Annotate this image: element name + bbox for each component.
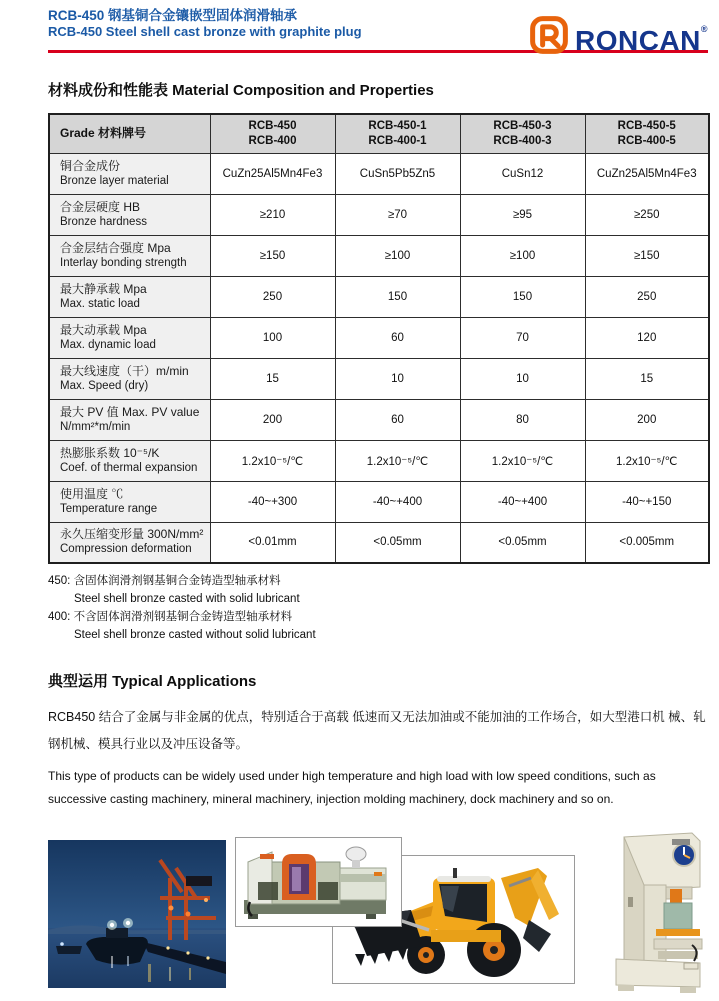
cell-value: 1.2x10⁻⁵/℃ xyxy=(335,440,460,481)
cell-value: ≥70 xyxy=(335,194,460,235)
cell-value: 250 xyxy=(585,276,709,317)
table-row xyxy=(49,276,709,317)
cell-value: 10 xyxy=(335,358,460,399)
cell-value: CuSn12 xyxy=(460,153,585,194)
cell-value: 150 xyxy=(335,276,460,317)
applications-paragraph-zh: RCB450 结合了金属与非金属的优点，特别适合于高载 低速而又无法加油或不能加油的工作场合，如大型港口机 械、轧钢机械、模具行业以及冲压设备等。 xyxy=(48,710,706,751)
footnote-400-en: Steel shell bronze casted without solid lubricant xyxy=(74,629,316,641)
cell-value: <0.005mm xyxy=(585,522,709,563)
table-row xyxy=(49,317,709,358)
product-title-en: RCB-450 Steel shell cast bronze with graphite plug xyxy=(48,24,362,39)
cell-value: 200 xyxy=(585,399,709,440)
product-title-block xyxy=(48,8,362,40)
table-row xyxy=(49,235,709,276)
col-header-rcb450-5: RCB-450-5 RCB-400-5 xyxy=(585,114,709,153)
row-label: 最大线速度（干）m/min Max. Speed (dry) xyxy=(49,358,210,399)
cell-value: -40~+300 xyxy=(210,481,335,522)
roncan-logo-icon xyxy=(529,15,569,55)
cell-value: 80 xyxy=(460,399,585,440)
table-row xyxy=(49,481,709,522)
table-row xyxy=(49,358,709,399)
cell-value: <0.05mm xyxy=(335,522,460,563)
footnote-450-zh: 450: 含固体润滑剂钢基铜合金铸造型轴承材料 xyxy=(48,575,281,587)
cell-value: <0.01mm xyxy=(210,522,335,563)
product-title-zh: RCB-450 钢基铜合金镶嵌型固体润滑轴承 xyxy=(48,8,298,23)
grade-corner-cell: Grade 材料牌号 xyxy=(49,114,210,153)
cell-value: <0.05mm xyxy=(460,522,585,563)
row-label: 合金层硬度 HB Bronze hardness xyxy=(49,194,210,235)
table-header-row xyxy=(49,114,709,153)
cell-value: 150 xyxy=(460,276,585,317)
cell-value: ≥95 xyxy=(460,194,585,235)
table-row xyxy=(49,153,709,194)
cell-value: CuZn25Al5Mn4Fe3 xyxy=(210,153,335,194)
section-title-properties: 材料成份和性能表 Material Composition and Properties xyxy=(48,82,434,99)
row-label: 合金层结合强度 Mpa Interlay bonding strength xyxy=(49,235,210,276)
brand-name: RONCAN® xyxy=(574,24,708,56)
cell-value: 200 xyxy=(210,399,335,440)
cell-value: 60 xyxy=(335,399,460,440)
cell-value: 60 xyxy=(335,317,460,358)
footnote-450-en: Steel shell bronze casted with solid lubricant xyxy=(74,593,300,605)
punch-press-photo xyxy=(600,827,715,995)
cell-value: 15 xyxy=(585,358,709,399)
brand-logo xyxy=(529,9,708,61)
cell-value: CuSn5Pb5Zn5 xyxy=(335,153,460,194)
row-label: 热膨胀系数 10⁻⁵/K Coef. of thermal expansion xyxy=(49,440,210,481)
cell-value: 1.2x10⁻⁵/℃ xyxy=(460,440,585,481)
dock-machinery-night-photo xyxy=(48,840,226,988)
cell-value: -40~+400 xyxy=(335,481,460,522)
row-label: 铜合金成份 Bronze layer material xyxy=(49,153,210,194)
table-row xyxy=(49,194,709,235)
table-row xyxy=(49,440,709,481)
table-row xyxy=(49,522,709,563)
footnote-400-zh: 400: 不含固体润滑剂钢基铜合金铸造型轴承材料 xyxy=(48,611,293,623)
section-title-applications: 典型运用 Typical Applications xyxy=(48,673,257,690)
col-header-rcb450-1: RCB-450-1 RCB-400-1 xyxy=(335,114,460,153)
application-photos-strip xyxy=(48,827,708,999)
table-footnotes xyxy=(48,572,708,644)
cell-value: ≥150 xyxy=(210,235,335,276)
row-label: 最大 PV 值 Max. PV value N/mm²*m/min xyxy=(49,399,210,440)
row-label: 永久压缩变形量 300N/mm² Compression deformation xyxy=(49,522,210,563)
cell-value: ≥100 xyxy=(460,235,585,276)
cell-value: 100 xyxy=(210,317,335,358)
registered-mark: ® xyxy=(700,24,708,34)
injection-molding-machine-photo xyxy=(235,837,402,927)
cell-value: CuZn25Al5Mn4Fe3 xyxy=(585,153,709,194)
cell-value: ≥150 xyxy=(585,235,709,276)
cell-value: ≥210 xyxy=(210,194,335,235)
row-label: 使用温度 ℃ Temperature range xyxy=(49,481,210,522)
cell-value: 1.2x10⁻⁵/℃ xyxy=(585,440,709,481)
cell-value: -40~+150 xyxy=(585,481,709,522)
col-header-rcb450: RCB-450 RCB-400 xyxy=(210,114,335,153)
cell-value: 1.2x10⁻⁵/℃ xyxy=(210,440,335,481)
cell-value: ≥250 xyxy=(585,194,709,235)
cell-value: ≥100 xyxy=(335,235,460,276)
row-label: 最大静承载 Mpa Max. static load xyxy=(49,276,210,317)
cell-value: 120 xyxy=(585,317,709,358)
table-row xyxy=(49,399,709,440)
page-header xyxy=(48,0,708,56)
cell-value: 250 xyxy=(210,276,335,317)
row-label: 最大动承载 Mpa Max. dynamic load xyxy=(49,317,210,358)
cell-value: 70 xyxy=(460,317,585,358)
cell-value: 15 xyxy=(210,358,335,399)
cell-value: -40~+400 xyxy=(460,481,585,522)
col-header-rcb450-3: RCB-450-3 RCB-400-3 xyxy=(460,114,585,153)
material-properties-table xyxy=(48,113,710,564)
cell-value: 10 xyxy=(460,358,585,399)
applications-paragraph-en: This type of products can be widely used under high temperature and high load with low speed conditions, such as successive casting machinery, mineral machinery, injection molding machinery, dock machinery and so on. xyxy=(48,769,656,806)
